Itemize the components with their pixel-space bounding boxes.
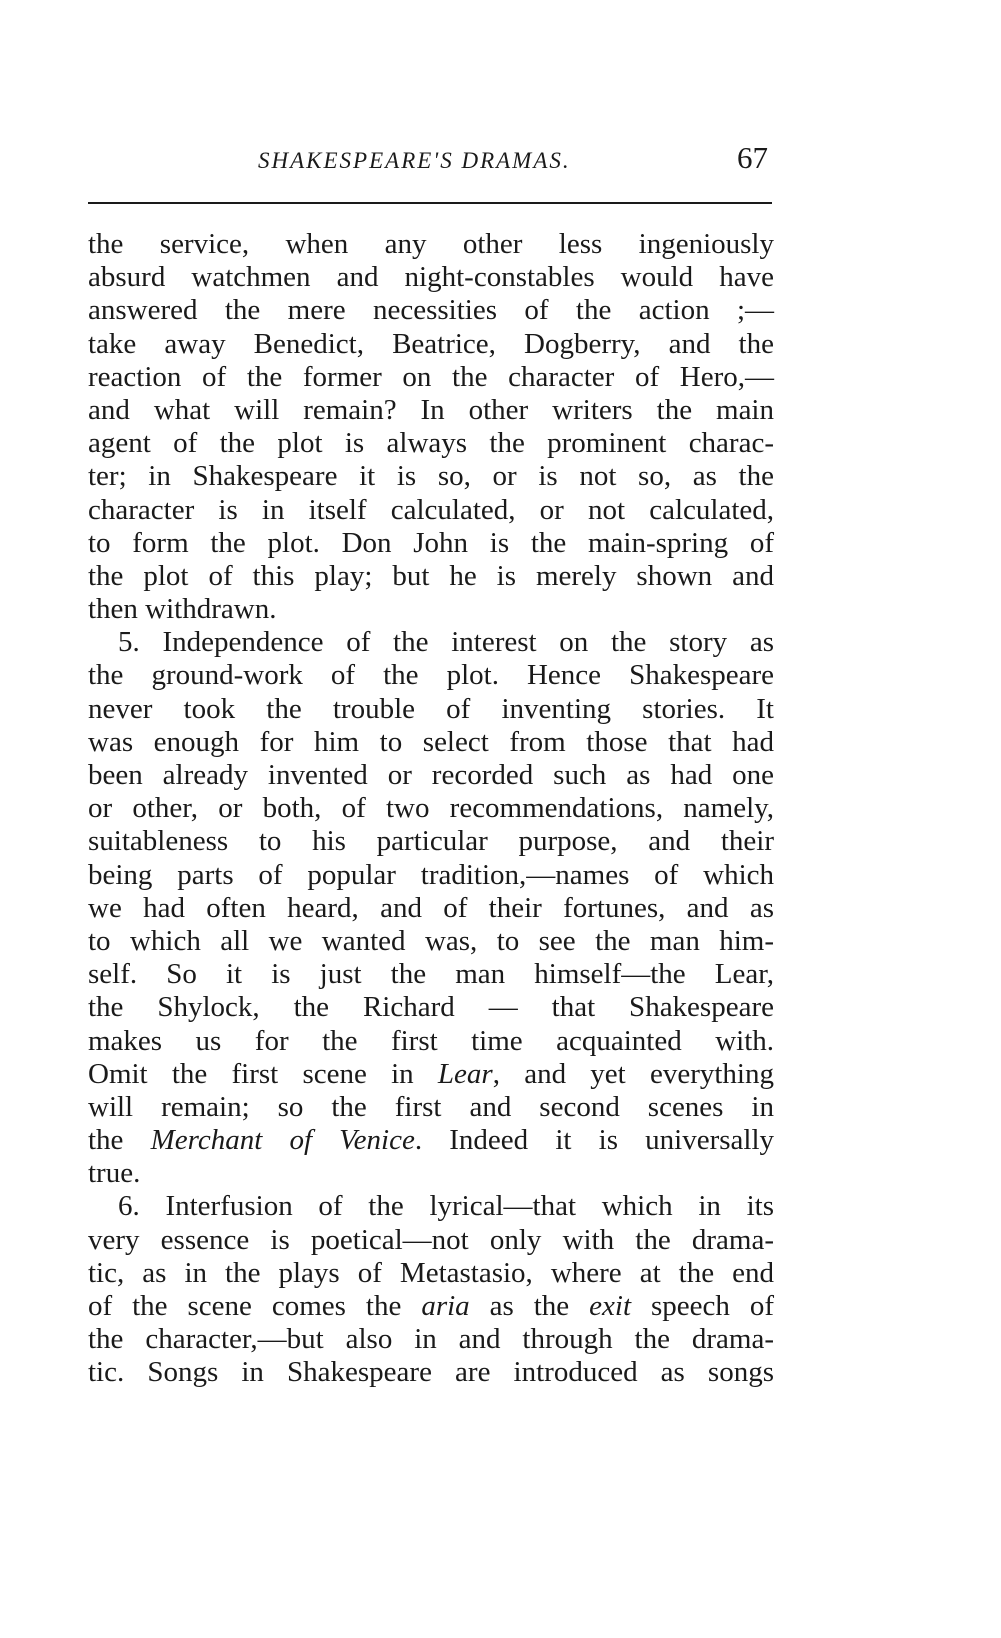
- body-text: [88, 228, 774, 1390]
- page-header: [88, 140, 772, 184]
- text-line: the ground-work of the plot. Hence Shakespeare: [88, 659, 774, 692]
- text-line: ter; in Shakespeare it is so, or is not so, as the: [88, 460, 774, 493]
- text-line: tic, as in the plays of Metastasio, where at the end: [88, 1256, 774, 1289]
- text-run: Omit the first scene in: [88, 1057, 438, 1090]
- text-line: character is in itself calculated, or not calculated,: [88, 493, 774, 526]
- text-line: the service, when any other less ingeniously: [88, 228, 774, 260]
- header-rule: [88, 202, 772, 204]
- text-line: self. So it is just the man himself—the Lear,: [88, 958, 774, 991]
- text-line: absurd watchmen and night-constables would have: [88, 261, 774, 294]
- text-line: then withdrawn.: [88, 593, 277, 626]
- text-line: suitableness to his particular purpose, and their: [88, 825, 774, 858]
- page-number: 67: [737, 140, 768, 175]
- text-run: speech of: [631, 1290, 774, 1322]
- text-line: makes us for the first time acquainted with.: [88, 1024, 774, 1057]
- italic-title: Merchant of Venice: [150, 1124, 415, 1157]
- text-line: tic. Songs in Shakespeare are introduced as songs: [88, 1356, 774, 1389]
- paragraph-start: 6. Interfusion of the lyrical—that which in its: [118, 1190, 774, 1223]
- text-line: answered the mere necessities of the action ;—: [88, 294, 774, 327]
- text-run: the: [88, 1124, 151, 1157]
- text-line: reaction of the former on the character of Hero,—: [88, 360, 774, 393]
- text-run: of the scene comes the: [88, 1290, 422, 1322]
- paragraph-start: 5. Independence of the interest on the story as: [118, 626, 774, 659]
- text-line: or other, or both, of two recommendations, namely,: [88, 792, 774, 825]
- text-line: was enough for him to select from those that had: [88, 725, 774, 758]
- text-line: the character,—but also in and through the drama-: [88, 1323, 774, 1356]
- text-line: the plot of this play; but he is merely shown and: [88, 559, 774, 592]
- text-run: , and yet everything: [492, 1057, 774, 1090]
- italic-word: exit: [589, 1290, 632, 1322]
- text-line: and what will remain? In other writers the main: [88, 393, 774, 426]
- text-line: agent of the plot is always the prominent charac-: [88, 427, 774, 460]
- text-line: [88, 1290, 774, 1323]
- text-line: will remain; so the first and second scenes in: [88, 1090, 774, 1123]
- text-run: as the: [469, 1290, 590, 1322]
- running-title: SHAKESPEARE'S DRAMAS.: [258, 148, 571, 173]
- text-line: [88, 1124, 774, 1157]
- text-line: been already invented or recorded such as had one: [88, 759, 774, 791]
- text-line: the Shylock, the Richard — that Shakespeare: [88, 991, 774, 1024]
- text-line: to which all we wanted was, to see the man him-: [88, 924, 774, 957]
- text-line: true.: [88, 1157, 141, 1190]
- text-line: to form the plot. Don John is the main-spring of: [88, 526, 774, 559]
- italic-word: aria: [421, 1290, 470, 1322]
- text-line: never took the trouble of inventing stories. It: [88, 692, 774, 725]
- text-line: take away Benedict, Beatrice, Dogberry, and the: [88, 327, 774, 360]
- text-line: being parts of popular tradition,—names of which: [88, 858, 774, 891]
- text-line: very essence is poetical—not only with the drama-: [88, 1223, 774, 1256]
- text-run: . Indeed it is universally: [414, 1124, 775, 1157]
- italic-title: Lear: [437, 1057, 493, 1090]
- text-line: we had often heard, and of their fortunes, and as: [88, 891, 774, 924]
- text-line: [88, 1058, 774, 1091]
